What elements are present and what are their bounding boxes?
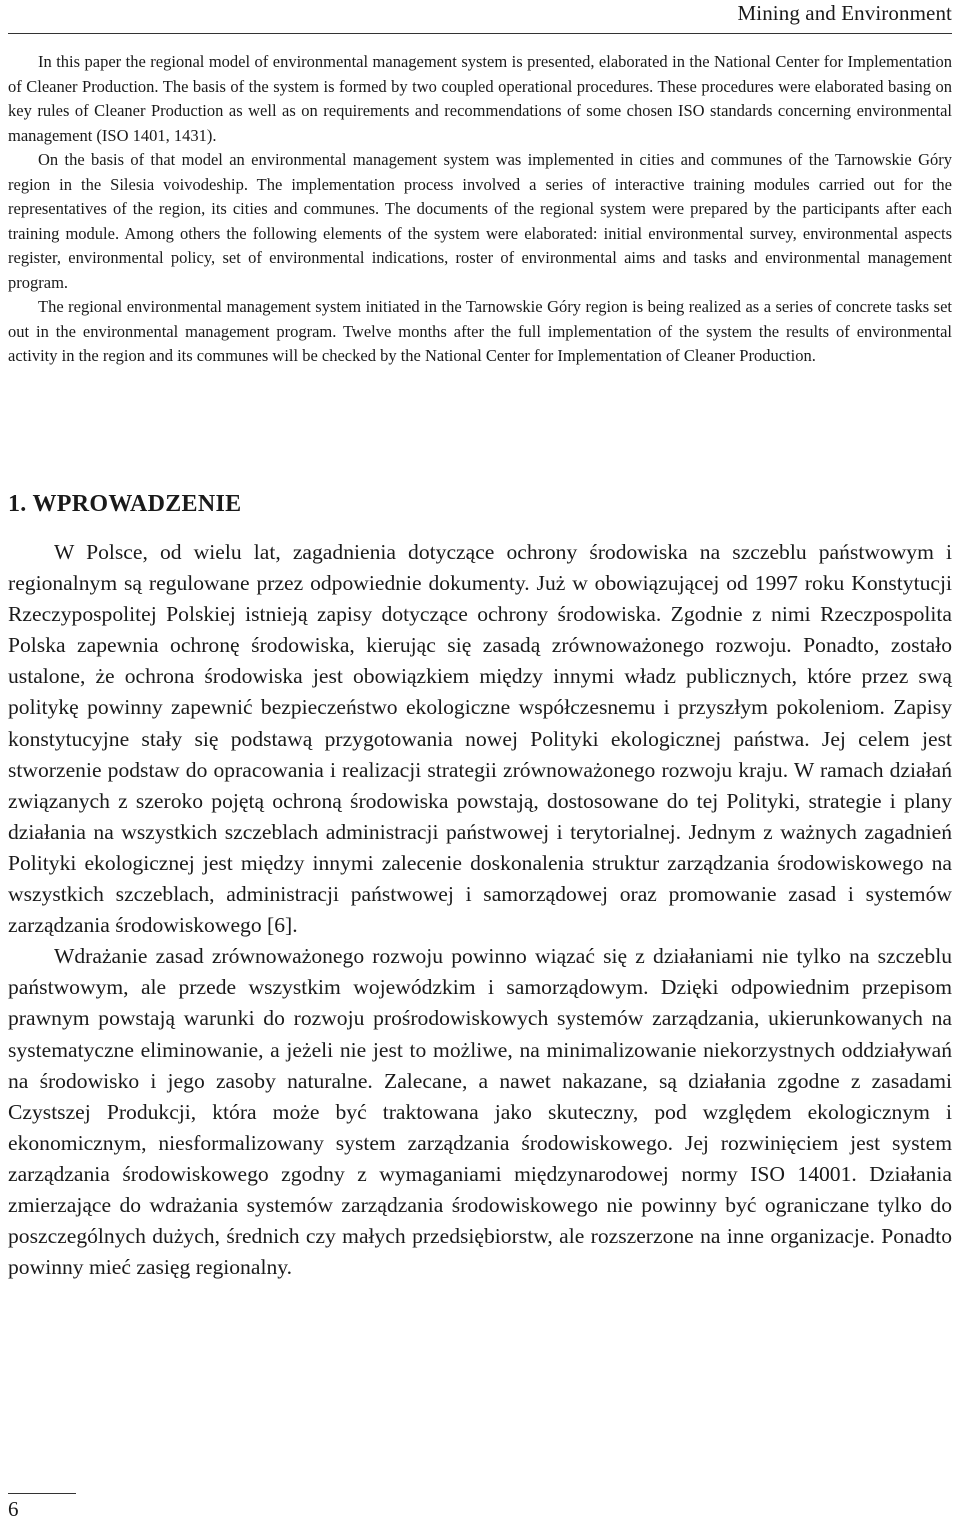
footer-divider bbox=[8, 1493, 76, 1494]
abstract-paragraph: The regional environmental management system initiated in the Tarnowskie Góry region is being realized as a series of concrete tasks set out in the environmental management program. Twelve months after the full implementation of the system the results of environmental activity in the region and its communes will be checked by the National Center for Implementation of Cleaner Production. bbox=[8, 297, 952, 365]
section-body bbox=[8, 537, 952, 1283]
abstract-paragraph: On the basis of that model an environmental management system was implemented in cities and communes of the Tarnowskie Góry region in the Silesia voivodeship. The implementation process involved a series of interactive training modules carried out for the representatives of the region, its cities and communes. The documents of the regional system were prepared by the participants after each training module. Among others the following elements of the system were elaborated: initial environmental survey, environmental aspects register, environmental policy, set of environmental indications, roster of environmental aims and tasks and environmental management program. bbox=[8, 150, 952, 292]
abstract-paragraph: In this paper the regional model of environmental management system is presented, elaborated in the National Center for Implementation of Cleaner Production. The basis of the system is formed by two coupled operational procedures. These procedures were elaborated basing on key rules of Cleaner Production as well as on requirements and recommendations of some chosen ISO standards concerning environmental management (ISO 1401, 1431). bbox=[8, 52, 952, 145]
abstract bbox=[8, 50, 952, 369]
page-number: 6 bbox=[8, 1497, 19, 1521]
running-title: Mining and Environment bbox=[737, 1, 952, 25]
body-paragraph: W Polsce, od wielu lat, zagadnienia dotyczące ochrony środowiska na szczeblu państwowym i regionalnym są regulowane przez odpowiednie dokumenty. Już w obowiązującej od 1997 roku Konstytucji Rzeczypospolitej Polskiej istnieją zapisy dotyczące ochrony środowiska. Zgodnie z nimi Rzeczpospolita Polska zapewnia ochronę środowiska, kierując się zasadą zrównoważonego rozwoju. Ponadto, zostało ustalone, że ochrona środowiska jest obowiązkiem między innymi władz publicznych, które przez swą politykę powinny zapewnić bezpieczeństwo ekologiczne współczesnemu i przyszłym pokoleniom. Zapisy konstytucyjne stały się podstawą przygotowania nowej Polityki ekologicznej państwa. Jej celem jest stworzenie podstaw do opracowania i realizacji strategii zrównoważonego rozwoju kraju. W ramach działań związanych z szeroko pojętą ochroną środowiska powstają, dostosowane do tej Polityki, strategie i plany działania na wszystkich szczeblach administracji państwowej i terytorialnej. Jednym z ważnych zagadnień Polityki ekologicznej jest między innymi zalecenie doskonalenia struktur zarządzania środowiskowego na wszystkich szczeblach, administracji państwowej i samorządowej oraz promowanie zasad i systemów zarządzania środowiskowego [6]. bbox=[8, 540, 952, 938]
section-heading: 1. WPROWADZENIE bbox=[8, 491, 242, 517]
body-paragraph: Wdrażanie zasad zrównoważonego rozwoju powinno wiązać się z działaniami nie tylko na szczeblu państwowym, ale przede wszystkim wojewódzkim i samorządowym. Dzięki odpowiednim przepisom prawnym powstają warunki do rozwoju prośrodowiskowych systemów zarządzania, ukierunkowanych na systematyczne eliminowanie, a jeżeli nie jest to możliwe, na minimalizowanie niekorzystnych oddziaływań na środowisko i jego zasoby naturalne. Zalecane, a nawet nakazane, są działania zgodne z zasadami Czystszej Produkcji, która może być traktowana jako skuteczny, pod względem ekologicznym i ekonomicznym, niesformalizowany system zarządzania środowiskowego. Jej rozwinięciem jest system zarządzania środowiskowego zgodny z wymaganiami międzynarodowej normy ISO 14001. Działania zmierzające do wdrażania systemów zarządzania środowiskowego nie powinny być ograniczane tylko do poszczególnych dużych, średnich czy małych przedsiębiorstw, ale rozszerzone na inne organizacje. Ponadto powinny mieć zasięg regionalny. bbox=[8, 944, 952, 1280]
running-header bbox=[8, 0, 952, 34]
